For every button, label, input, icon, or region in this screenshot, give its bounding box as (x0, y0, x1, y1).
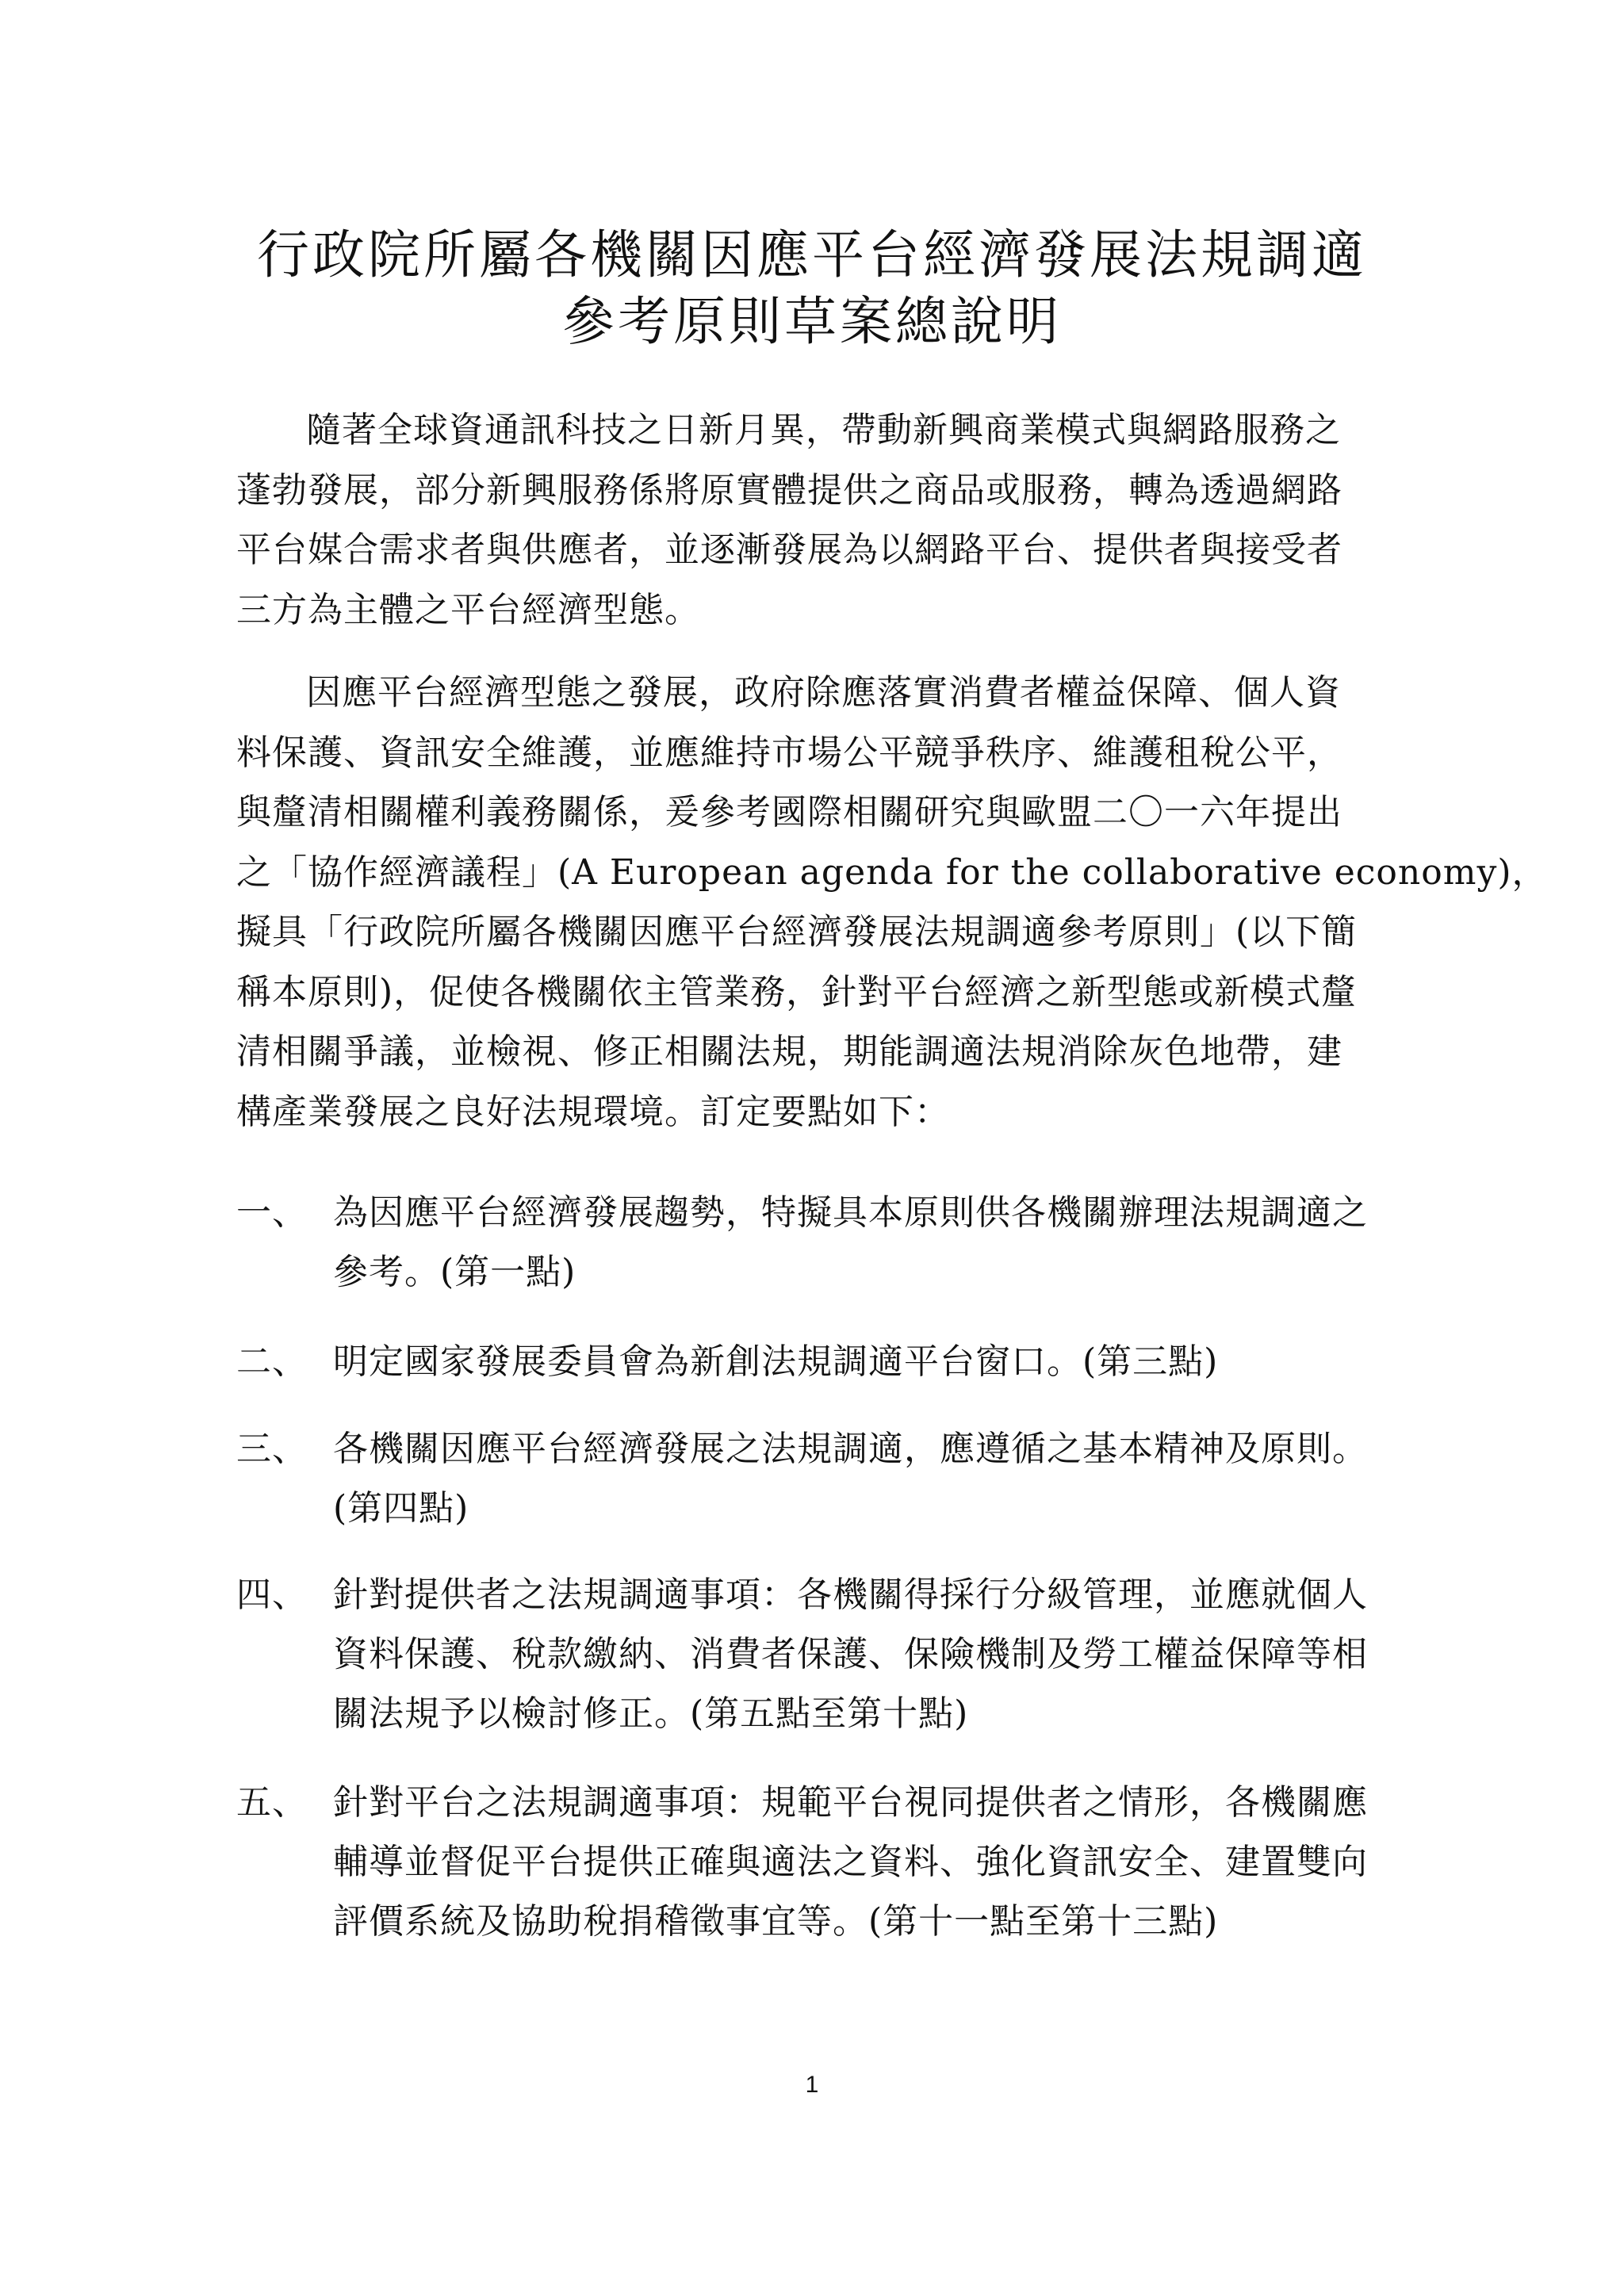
list-item-line: 評價系統及協助稅捐稽徵事宜等。(第十一點至第十三點) (333, 1901, 1219, 1942)
list-item-body (333, 1773, 1427, 1951)
paragraph-line: 平台媒合需求者與供應者，並逐漸發展為以網路平台、提供者與接受者 (236, 530, 1342, 570)
list-item-line: 各機關因應平台經濟發展之法規調適，應遵循之基本精神及原則。 (333, 1429, 1368, 1469)
paragraph-line: 稱本原則)，促使各機關依主管業務，針對平台經濟之新型態或新模式釐 (236, 971, 1358, 1012)
list-item-body (333, 1565, 1427, 1743)
list-item-number: 一、 (236, 1192, 308, 1233)
list-item-body (333, 1332, 1427, 1391)
paragraph-line: 擬具「行政院所屬各機關因應平台經濟發展法規調適參考原則」(以下簡 (236, 912, 1358, 952)
document-title-line1: 行政院所屬各機關因應平台經濟發展法規調適 (257, 224, 1367, 285)
paragraph-intro (236, 400, 1426, 640)
list-item-body (333, 1183, 1427, 1302)
list-item-line: 參考。(第一點) (333, 1252, 576, 1292)
list-item-number: 三、 (236, 1429, 308, 1469)
paragraph-line: 清相關爭議，並檢視、修正相關法規，期能調適法規消除灰色地帶，建 (236, 1031, 1342, 1072)
list-item-number: 五、 (236, 1782, 308, 1823)
list-item-body (333, 1419, 1427, 1538)
list-item-line: 關法規予以檢討修正。(第五點至第十點) (333, 1693, 969, 1734)
list-item-line: 為因應平台經濟發展趨勢，特擬具本原則供各機關辦理法規調適之 (333, 1192, 1368, 1233)
paragraph-line: 因應平台經濟型態之發展，政府除應落實消費者權益保障、個人資 (306, 672, 1341, 713)
list-item-line: 輔導並督促平台提供正確與適法之資料、強化資訊安全、建置雙向 (333, 1842, 1368, 1882)
paragraph-line: 之「協作經濟議程」(A European agenda for the collaborative economy)， (236, 851, 1548, 893)
paragraph-line: 隨著全球資通訊科技之日新月異，帶動新興商業模式與網路服務之 (306, 410, 1341, 450)
list-item-line: (第四點) (333, 1488, 469, 1529)
paragraph-line: 料保護、資訊安全維護，並應維持市場公平競爭秩序、維護租稅公平， (236, 732, 1342, 773)
paragraph-background (236, 663, 1548, 1142)
list-item-number: 四、 (236, 1575, 308, 1615)
list-item-number: 二、 (236, 1341, 308, 1382)
page-number: 1 (805, 2072, 819, 2098)
paragraph-line: 三方為主體之平台經濟型態。 (236, 589, 700, 630)
list-item-line: 明定國家發展委員會為新創法規調適平台窗口。(第三點) (333, 1341, 1219, 1382)
paragraph-line: 與釐清相關權利義務關係，爰參考國際相關研究與歐盟二〇一六年提出 (236, 792, 1342, 832)
paragraph-line: 蓬勃發展，部分新興服務係將原實體提供之商品或服務，轉為透過網路 (236, 469, 1342, 511)
list-item-line: 針對提供者之法規調適事項：各機關得採行分級管理，並應就個人 (333, 1575, 1368, 1615)
list-item-line: 資料保護、稅款繳納、消費者保護、保險機制及勞工權益保障等相 (333, 1634, 1368, 1674)
list-item-line: 針對平台之法規調適事項：規範平台視同提供者之情形，各機關應 (333, 1782, 1368, 1823)
paragraph-line: 構產業發展之良好法規環境。訂定要點如下： (236, 1091, 950, 1132)
document-title-line2: 參考原則草案總說明 (562, 291, 1062, 352)
